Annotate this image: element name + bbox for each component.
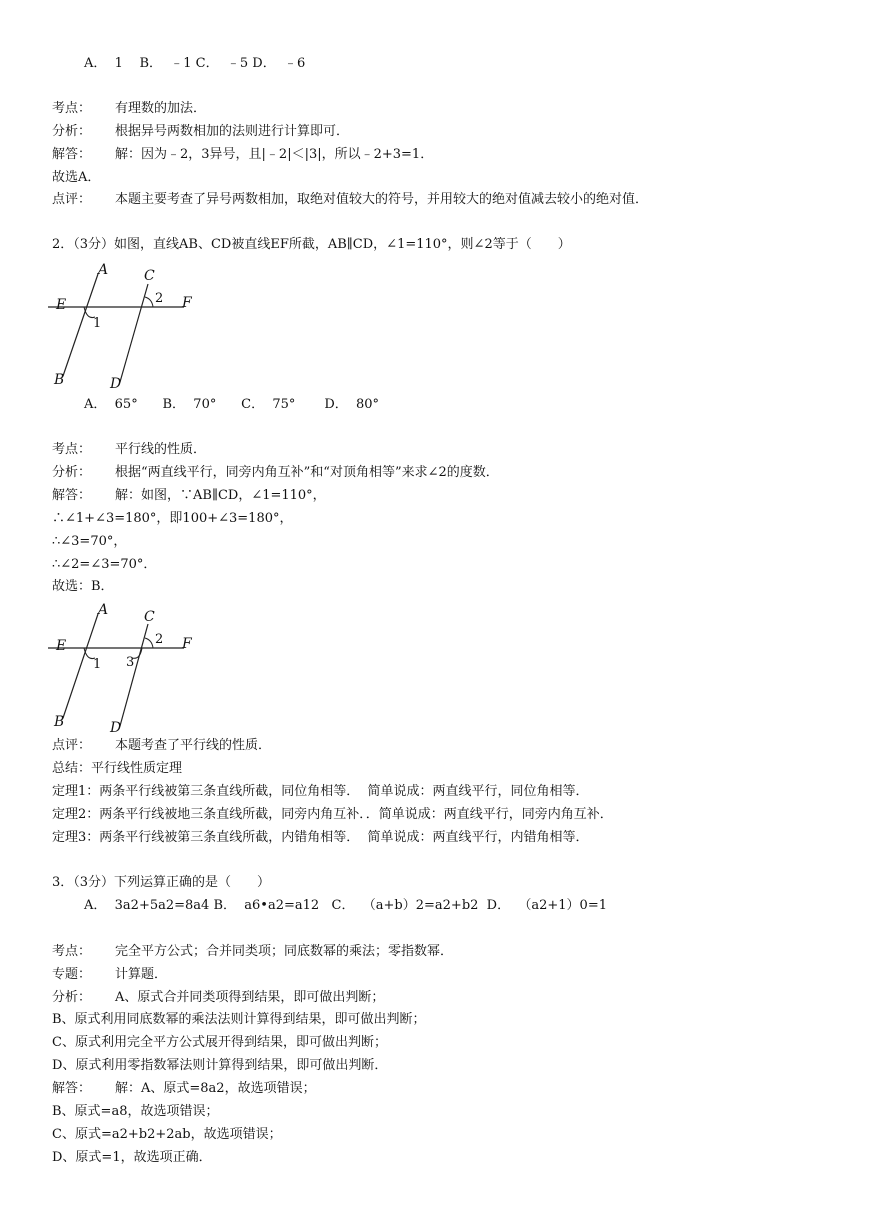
label-angle2: 2 <box>155 291 164 306</box>
q2-kaodian <box>52 441 206 459</box>
label-angle1: 1 <box>93 657 102 672</box>
q3-jieda-c: C、原式=a2+b2+2ab，故选项错误； <box>52 1127 282 1142</box>
q3-jieda-b: B、原式=a8，故选项错误； <box>52 1104 219 1119</box>
label-a: A <box>98 262 109 278</box>
dianping-text: 本题主要考查了异号两数相加，取绝对值较大的符号，并用较大的绝对值减去较小的绝对值． <box>115 192 649 207</box>
label-angle3: 3 <box>126 655 135 670</box>
q2-dingli2: 定理2：两条平行线被地三条直线所截，同旁内角互补．．简单说成：两直线平行，同旁内角互补． <box>52 807 613 822</box>
kaodian-label: 考点： <box>52 101 92 116</box>
q1-jieda <box>52 146 433 164</box>
dianping-label: 点评： <box>52 738 92 753</box>
fenxi-label: 分析： <box>52 124 92 139</box>
label-f: F <box>182 295 192 311</box>
q1-options: A． 1 B． ﹣1 C． ﹣5 D． ﹣6 <box>84 56 306 71</box>
kaodian-text: 完全平方公式；合并同类项；同底数幂的乘法；零指数幂． <box>115 944 454 959</box>
label-b: B <box>54 714 65 730</box>
q1-guxuan: 故选A． <box>52 170 101 185</box>
q2-dianping <box>52 737 271 755</box>
q3-fenxi <box>52 989 384 1007</box>
q2-figure-2 <box>48 598 208 736</box>
label-a: A <box>98 602 109 618</box>
fenxi-text: A、原式合并同类项得到结果，即可做出判断； <box>115 990 385 1005</box>
q2-stem: 2．（3分）如图，直线AB、CD被直线EF所截，AB∥CD，∠1=110°，则∠2等于（ ） <box>52 237 571 252</box>
label-f: F <box>182 636 192 652</box>
q2-fenxi <box>52 464 499 482</box>
q2-guxuan: 故选：B． <box>52 579 114 594</box>
label-angle1: 1 <box>93 316 102 331</box>
jieda-text: 解：因为﹣2，3异号，且|﹣2|＜|3|，所以﹣2+3=1． <box>115 147 434 162</box>
label-e: E <box>56 297 67 313</box>
q3-fenxi-d: D、原式利用零指数幂法则计算得到结果，即可做出判断． <box>52 1058 388 1073</box>
q3-stem: 3．（3分）下列运算正确的是（ ） <box>52 875 271 890</box>
dianping-label: 点评： <box>52 192 92 207</box>
fenxi-label: 分析： <box>52 465 92 480</box>
jieda-label: 解答： <box>52 488 92 503</box>
q3-fenxi-b: B、原式利用同底数幂的乘法法则计算得到结果，即可做出判断； <box>52 1012 426 1027</box>
kaodian-label: 考点： <box>52 442 92 457</box>
zhuanti-label: 专题： <box>52 967 92 982</box>
fenxi-text: 根据异号两数相加的法则进行计算即可． <box>115 124 350 139</box>
q2-options: A． 65° B． 70° C． 75° D． 80° <box>84 397 380 412</box>
label-d: D <box>110 720 122 736</box>
q3-jieda-d: D、原式=1，故选项正确． <box>52 1150 212 1165</box>
kaodian-text: 有理数的加法． <box>115 101 207 116</box>
q3-zhuanti <box>52 966 167 984</box>
angle2-arc <box>145 638 153 648</box>
q2-step2: ∴∠3=70°， <box>52 534 127 549</box>
jieda-text: 解：A、原式=8a2，故选项错误； <box>115 1081 316 1096</box>
jieda-text: 解：如图，∵AB∥CD，∠1=110°， <box>115 488 326 503</box>
kaodian-text: 平行线的性质． <box>115 442 207 457</box>
label-e: E <box>56 638 67 654</box>
q2-step1: ∴∠1+∠3=180°，即100+∠3=180°， <box>52 511 293 526</box>
q3-fenxi-c: C、原式利用完全平方公式展开得到结果，即可做出判断； <box>52 1035 387 1050</box>
jieda-label: 解答： <box>52 147 92 162</box>
label-angle2: 2 <box>155 632 164 647</box>
q2-jieda <box>52 487 326 505</box>
q2-figure-1 <box>48 258 208 393</box>
label-b: B <box>54 372 65 388</box>
q1-kaodian <box>52 100 206 118</box>
zhuanti-text: 计算题． <box>115 967 168 982</box>
q2-dingli3: 定理3：两条平行线被第三条直线所截，内错角相等． 简单说成：两直线平行，内错角相等． <box>52 830 589 845</box>
line-cd <box>120 284 148 382</box>
angle2-arc <box>145 297 153 307</box>
kaodian-label: 考点： <box>52 944 92 959</box>
q3-kaodian <box>52 943 453 961</box>
jieda-label: 解答： <box>52 1081 92 1096</box>
label-d: D <box>110 376 122 392</box>
q3-options: A． 3a2+5a2=8a4 B． a6•a2=a12 C． （a+b）2=a2+b2 D． （a2+1）0=1 <box>84 898 607 913</box>
fenxi-label: 分析： <box>52 990 92 1005</box>
q2-dingli1: 定理1：两条平行线被第三条直线所截，同位角相等． 简单说成：两直线平行，同位角相等． <box>52 784 589 799</box>
fenxi-text: 根据“两直线平行，同旁内角互补”和“对顶角相等”来求∠2的度数． <box>115 465 499 480</box>
label-c: C <box>144 268 155 284</box>
q2-step3: ∴∠2=∠3=70°． <box>52 557 157 572</box>
q3-jieda <box>52 1080 316 1098</box>
dianping-text: 本题考查了平行线的性质． <box>115 738 272 753</box>
q1-dianping <box>52 191 648 209</box>
q2-zongjie: 总结：平行线性质定理 <box>52 761 183 776</box>
label-c: C <box>144 609 155 625</box>
q1-fenxi <box>52 123 349 141</box>
line-cd <box>120 624 148 726</box>
